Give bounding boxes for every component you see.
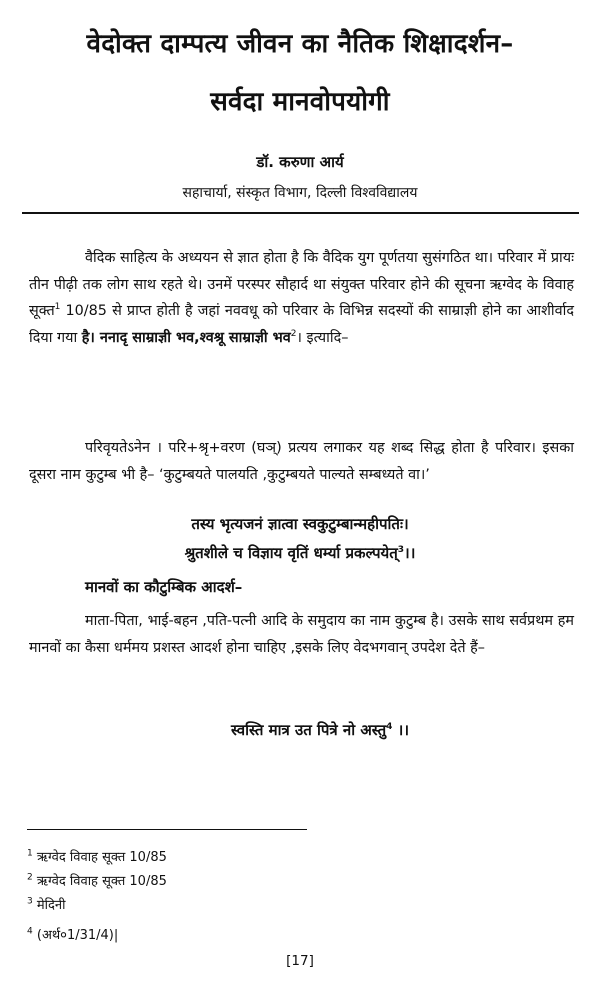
verse-2-end: ।।: [392, 721, 410, 739]
header-divider: [22, 212, 579, 214]
footnote-4: [27, 925, 118, 943]
footnote-ref-1: 1: [54, 302, 61, 313]
footnote-ref-2: 2: [290, 328, 297, 339]
verse-2-text: स्वस्ति मात्र उत पित्रे नो अस्तु: [230, 721, 387, 739]
footnote-1-text: ऋग्वेद विवाह सूक्त 10/85: [32, 850, 167, 865]
verse-1-line-1: तस्य भृत्यजनं ज्ञात्वा स्वकुटुम्बान्महीपतिः।: [191, 515, 409, 533]
section-heading: मानवों का कौटुम्बिक आदर्श–: [85, 578, 243, 596]
footnote-2: [27, 871, 167, 889]
footnote-4-num: 4: [27, 926, 33, 937]
paragraph-1: [29, 245, 574, 351]
footnote-ref-3: 3: [397, 545, 405, 555]
paragraph-3: माता-पिता, भाई-बहन ,पति-पत्नी आदि के समुदाय का नाम कुटुम्ब है। उसके साथ सर्वप्रथम हम मानवों का कैसा धर्ममय प्रशस्त आदर्श होना चाहिए ,इसके लिए वेदभगवान् उपदेश देते हैं–: [29, 613, 574, 656]
footnote-divider: [27, 829, 307, 830]
verse-1-line-2: [0, 540, 600, 566]
page-number: [17]: [286, 953, 314, 969]
footnote-ref-4: 4: [386, 722, 393, 732]
author-name: डॉ. करुणा आर्य: [256, 153, 344, 171]
footnote-1: [27, 847, 167, 865]
paragraph-1-bold-quote: है। ननादृ साम्राज्ञी भव,श्वश्रू साम्राज्ञी भव: [81, 329, 291, 346]
title-line-2: सर्वदा मानवोपयोगी: [210, 87, 390, 117]
footnote-3-num: 3: [27, 896, 33, 907]
paragraph-1-text-b: 10/85 से प्राप्त होती है जहां नववधू को परिवार के विभिन्न सदस्यों की साम्राज्ञी होने का आशीर्वाद दिया गया: [29, 303, 574, 346]
footnote-3-text: मेदिनी: [32, 898, 66, 913]
paragraph-1-text-c: । इत्यादि–: [296, 329, 349, 346]
footnote-1-num: 1: [27, 848, 33, 859]
verse-2: [20, 717, 600, 743]
footnote-4-text: (अर्थ०1/31/4)|: [32, 928, 119, 943]
footnote-3: [27, 895, 66, 913]
footnote-2-num: 2: [27, 872, 33, 883]
author-affiliation: सहाचार्या, संस्कृत विभाग, दिल्ली विश्वविद्यालय: [182, 185, 418, 201]
verse-1-line-2-text: श्रुतशीले च विज्ञाय वृतिं धर्म्या प्रकल्पयेत्: [184, 544, 398, 562]
verse-1-end: ।।: [404, 544, 416, 562]
title-line-1: वेदोक्त दाम्पत्य जीवन का नैतिक शिक्षादर्शन–: [86, 29, 514, 59]
footnote-2-text: ऋग्वेद विवाह सूक्त 10/85: [32, 874, 167, 889]
paragraph-1-text-a: वैदिक साहित्य के अध्ययन से ज्ञात होता है कि वैदिक युग पूर्णतया सुसंगठित था। परिवार में प्रायः तीन पीढ़ी तक लोग साथ रहते थे। उनमें परस्पर सौहार्द था संयुक्त परिवार होने की सूचना ऋग्वेद के विवाह सूक्त: [29, 250, 574, 319]
paragraph-2: परिवृयतेऽनेन । परि+श्रृ+वरण (घञ्) प्रत्यय लगाकर यह शब्द सिद्ध होता है परिवार। इसका दूसरा नाम कुटुम्ब भी है– ‘कुटुम्बयते पालयति ,कुटुम्बयते पाल्यते सम्बध्यते वा।’: [29, 440, 574, 483]
